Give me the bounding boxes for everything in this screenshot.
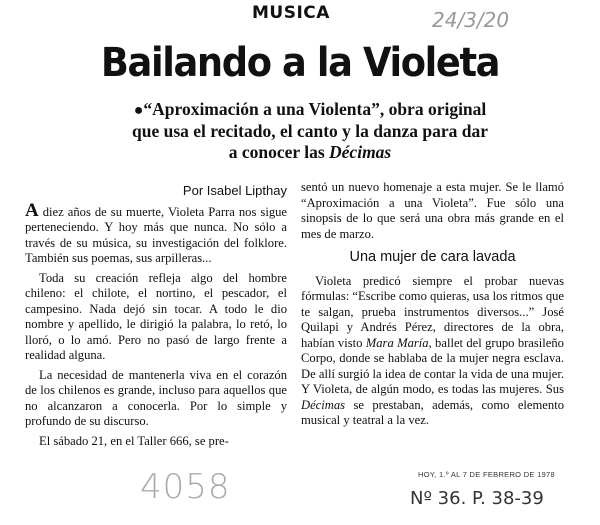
paragraph-text: se prestaban, además, como elemento musical y teatral a la vez. (301, 397, 564, 427)
italic-title: Décimas (301, 397, 346, 412)
handwritten-date: 24/3/20 (432, 8, 510, 32)
paragraph-text: , ballet del grupo brasileño Corpo, donde se hablaba de la mujer negra esclava. De allí surgió la idea de contar la vida de una mujer. Y Violeta, de algún modo, es todas las mujeres. Sus (301, 335, 564, 396)
handwritten-number: 4058 (140, 467, 231, 507)
paragraph: sentó un nuevo homenaje a esta mujer. Se le llamó “Aproximación a una Violeta”. Fue sólo una sinopsis de lo que será una obra más grande en el mes de marzo. (301, 180, 564, 241)
deck-line-3: a conocer las (228, 142, 330, 162)
source-line: HOY, 1.º AL 7 DE FEBRERO DE 1978 (418, 470, 555, 479)
column-2 (301, 180, 564, 433)
deck-line-3-italic: Décimas (329, 142, 392, 162)
deck-line-2: que usa el recitado, el canto y la danza para dar (132, 121, 488, 141)
byline: Por Isabel Lipthay (182, 183, 287, 198)
paragraph: La necesidad de mantenerla viva en el corazón de los chilenos es grande, incluso para aquellos que no alcanzaron a conocerla. Por lo simple y profundo de su discurso. (25, 367, 287, 428)
deck-line-1: “Aproximación a una Violenta”, obra original (143, 99, 487, 119)
paragraph: Toda su creación refleja algo del hombre chileno: el chilote, el nortino, el pescador, el campesino. Nada dejó sin tocar. A todo le dio nombre y apellido, le dirigió la palabra, lo retó, lo lloró, o lo amó. Pero no pasó de largo frente a realidad alguna. (25, 270, 287, 362)
paragraph: El sábado 21, en el Taller 666, se pre- (39, 433, 229, 448)
deck (30, 99, 590, 163)
subheading: Una mujer de cara lavada (349, 249, 516, 265)
drop-cap: A (25, 199, 39, 221)
paragraph (301, 274, 564, 429)
headline: Bailando a la Violeta (100, 40, 500, 86)
handwritten-issue: Nº 36. P. 38-39 (410, 488, 544, 509)
paragraph-text: Violeta predicó siempre el probar nuevas fórmulas: “Escribe como quieras, usa los ritmos que te salgan, prueba instrumentos diversos...” José Quilapi y Andrés Pérez, directores de la obra, habían visto (301, 273, 565, 350)
italic-title: Mara María (365, 335, 429, 350)
paragraph (25, 199, 287, 267)
bullet-icon: ● (133, 102, 144, 119)
column-1 (25, 183, 287, 453)
section-label: MUSICA (252, 3, 330, 23)
paragraph-text: diez años de su muerte, Violeta Parra nos sigue perteneciendo. Y hoy más que nunca. No sólo a través de su música, su investigación del folklore. También sus poemas, sus arpilleras... (25, 204, 287, 265)
